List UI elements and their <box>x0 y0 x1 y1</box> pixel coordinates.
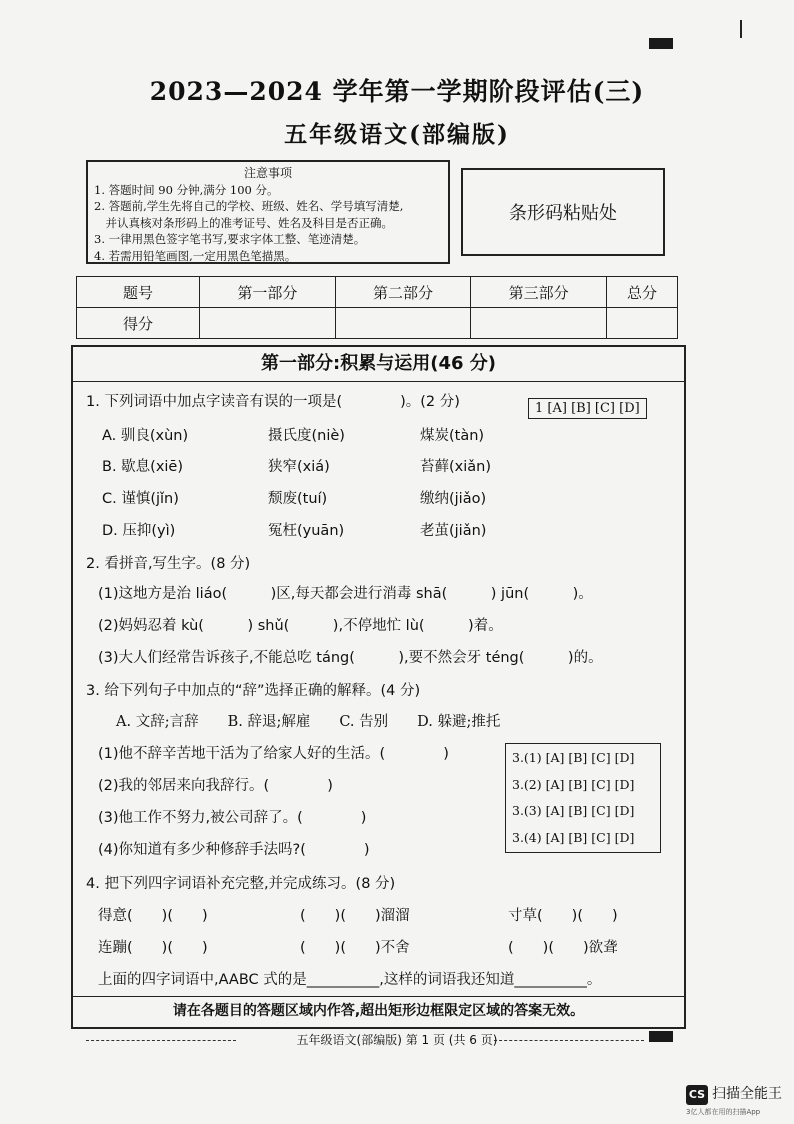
scanner-logo: CS <box>686 1085 708 1105</box>
q3-line: (3)他工作不努力,被公司辞了。( ) <box>98 810 367 826</box>
notice-box <box>86 160 450 264</box>
scan-edge-line <box>740 20 742 38</box>
q3-answer-row[interactable]: 3.(2) [A] [B] [C] [D] <box>512 776 635 792</box>
q4-line: 上面的四字词语中,AABC 式的是__________,这样的词语我还知道__________。 <box>98 972 602 988</box>
q3-answer-row[interactable]: 3.(1) [A] [B] [C] [D] <box>512 750 635 765</box>
score-header: 第二部分 <box>335 277 471 308</box>
footer-dash-right <box>494 1040 644 1041</box>
q2-line: (1)这地方是治 liáo( )区,每天都会进行消毒 shā( ) jūn( )。 <box>98 586 593 602</box>
q3-line: (1)他不辞辛苦地干活为了给家人好的生活。( ) <box>98 746 449 762</box>
score-header: 题号 <box>77 277 200 308</box>
q1-option: 摄氏度(niè) <box>268 428 345 444</box>
q4-idiom: 得意( )( ) <box>98 908 208 924</box>
score-header: 总分 <box>606 277 677 308</box>
q3-options: A. 文辞;言辞 B. 辞退;解雇 C. 告别 D. 躲避;推托 <box>116 714 501 730</box>
notice-heading: 注意事项 <box>243 166 292 180</box>
q1-option: B. 歇息(xiē) <box>102 459 184 475</box>
q1-option: A. 驯良(xùn) <box>102 428 189 444</box>
q2-stem: 2. 看拼音,写生字。(8 分) <box>86 556 251 572</box>
q3-answer-box[interactable] <box>505 743 661 853</box>
q1-option: 缴纳(jiǎo) <box>420 491 487 507</box>
q4-idiom: ( )( )溜溜 <box>300 908 410 924</box>
q1-option: 苔藓(xiǎn) <box>420 459 491 475</box>
q1-answer-box[interactable]: 1 [A] [B] [C] [D] <box>528 398 647 419</box>
q2-line: (3)大人们经常告诉孩子,不能总吃 táng( ),要不然会牙 téng( )的。 <box>98 650 603 666</box>
exam-subtitle: 五年级语文(部编版) <box>284 121 510 148</box>
q3-line: (2)我的邻居来向我辞行。( ) <box>98 778 333 794</box>
q3-stem: 3. 给下列句子中加点的“辞”选择正确的解释。(4 分) <box>86 683 421 699</box>
q1-option: 颓废(tuí) <box>268 491 328 507</box>
score-cell[interactable] <box>200 308 336 339</box>
q1-option: 煤炭(tàn) <box>420 428 485 444</box>
q3-line: (4)你知道有多少种修辞手法吗?( ) <box>98 842 370 858</box>
notice-item: 4. 若需用铅笔画图,一定用黑色笔描黑。 <box>94 248 297 263</box>
score-cell[interactable] <box>335 308 471 339</box>
barcode-label: 条形码粘贴处 <box>509 203 617 224</box>
score-table <box>76 276 678 339</box>
corner-marker-top <box>649 38 673 49</box>
q3-answer-row[interactable]: 3.(3) [A] [B] [C] [D] <box>512 803 635 818</box>
q4-idiom: ( )( )不舍 <box>300 940 410 956</box>
scanner-tagline: 3亿人都在用的扫描App <box>686 1108 761 1116</box>
q1-option: D. 压抑(yì) <box>102 523 176 539</box>
notice-item: 并认真核对条形码上的准考证号、姓名及科目是否正确。 <box>94 215 393 230</box>
q3-answer-row[interactable]: 3.(4) [A] [B] [C] [D] <box>512 829 635 845</box>
score-row-label: 得分 <box>77 308 200 339</box>
q1-option: 狭窄(xiá) <box>268 459 330 475</box>
barcode-area <box>461 168 665 256</box>
q4-stem: 4. 把下列四字词语补充完整,并完成练习。(8 分) <box>86 876 396 892</box>
page-footer: 五年级语文(部编版) 第 1 页 (共 6 页) <box>296 1033 498 1047</box>
q4-idiom: ( )( )欲聋 <box>508 940 618 956</box>
score-cell[interactable] <box>606 308 677 339</box>
q1-stem: 1. 下列词语中加点字读音有误的一项是( )。(2 分) <box>86 394 460 410</box>
q4-idiom: 寸草( )( ) <box>508 908 618 924</box>
q1-option: 老茧(jiǎn) <box>420 523 487 539</box>
notice-item: 1. 答题时间 90 分钟,满分 100 分。 <box>94 182 279 197</box>
answer-area-warning: 请在各题目的答题区域内作答,超出矩形边框限定区域的答案无效。 <box>73 996 684 1028</box>
notice-item: 3. 一律用黑色签字笔书写,要求字体工整、笔迹清楚。 <box>94 232 366 246</box>
notice-item: 2. 答题前,学生先将自己的学校、班级、姓名、学号填写清楚, <box>94 199 404 213</box>
q2-line: (2)妈妈忍着 kù( ) shǔ( ),不停地忙 lù( )着。 <box>98 618 503 634</box>
q4-idiom: 连蹦( )( ) <box>98 940 208 956</box>
score-cell[interactable] <box>471 308 607 339</box>
q1-option: 冤枉(yuān) <box>268 523 345 539</box>
score-header: 第一部分 <box>200 277 336 308</box>
part1-heading: 第一部分:积累与运用(46 分) <box>73 347 684 382</box>
exam-title: 2023—2024 学年第一学期阶段评估(三) <box>149 77 645 106</box>
score-header: 第三部分 <box>471 277 607 308</box>
q1-option: C. 谨慎(jǐn) <box>102 491 179 507</box>
scanner-app-name: 扫描全能王 <box>712 1086 782 1102</box>
